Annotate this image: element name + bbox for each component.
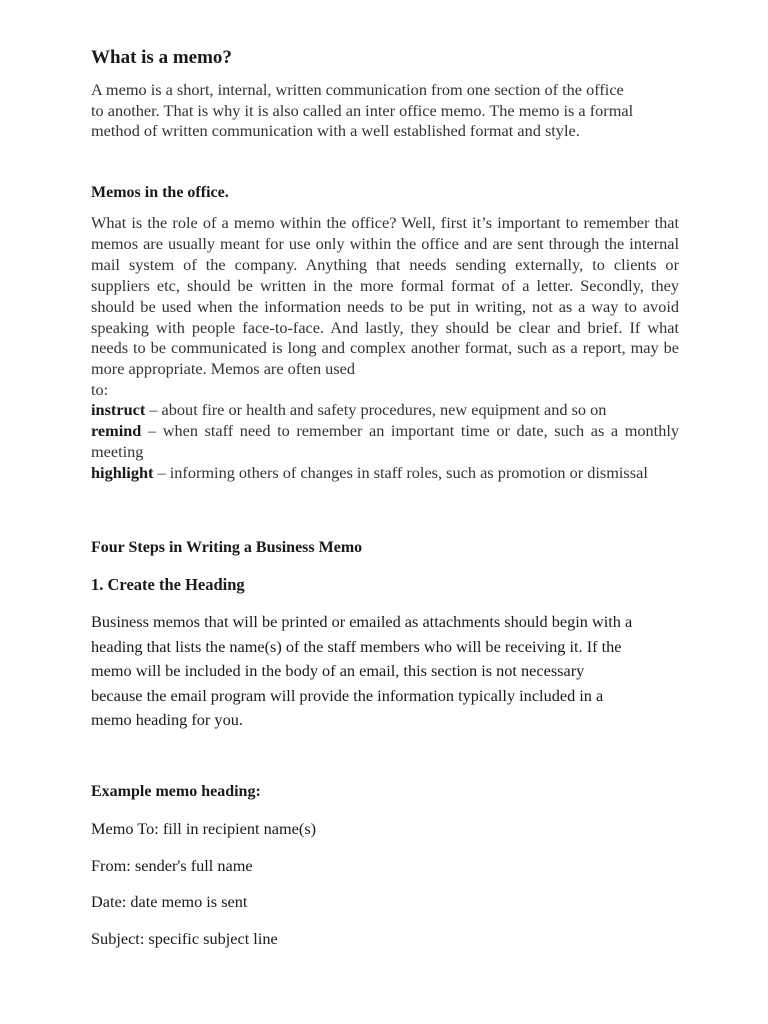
intro-line: method of written communication with a well established format and style. xyxy=(91,121,580,140)
step1-line: memo heading for you. xyxy=(91,710,243,729)
example-field-from: From: sender's full name xyxy=(91,856,253,875)
step1-line: because the email program will provide the information typically included in a xyxy=(91,685,604,705)
memo-uses-list xyxy=(91,400,679,484)
memo-use-text: – when staff need to remember an important time or date, such as a monthly meeting xyxy=(91,420,679,461)
memo-use-term: highlight xyxy=(91,462,154,482)
example-field-subject: Subject: specific subject line xyxy=(91,929,278,948)
memo-use-text: – about fire or health and safety procedures, new equipment and so on xyxy=(145,400,607,419)
memo-use-text: – informing others of changes in staff roles, such as promotion or dismissal xyxy=(153,462,648,482)
intro-paragraph xyxy=(91,80,679,142)
office-paragraph xyxy=(91,213,679,401)
intro-line: to another. That is why it is also called an inter office memo. The memo is a formal xyxy=(91,100,634,120)
intro-line: A memo is a short, internal, written communication from one section of the office xyxy=(91,80,624,99)
step1-paragraph xyxy=(91,610,679,733)
memo-use-item xyxy=(91,400,679,421)
step1-line: memo will be included in the body of an email, this section is not necessary xyxy=(91,661,585,680)
example-heading: Example memo heading: xyxy=(91,783,261,800)
memo-use-term: instruct xyxy=(91,400,146,419)
office-heading: Memos in the office. xyxy=(91,184,229,201)
example-field-memo-to: Memo To: fill in recipient name(s) xyxy=(91,819,317,838)
step1-line: heading that lists the name(s) of the staff members who will be receiving it. If the xyxy=(91,636,622,656)
page-title: What is a memo? xyxy=(91,47,232,68)
memo-use-item xyxy=(91,421,679,463)
steps-heading: Four Steps in Writing a Business Memo xyxy=(91,539,363,556)
office-text-end: to: xyxy=(91,380,109,400)
office-text: What is the role of a memo within the office? Well, first it’s important to remember that memos are usually meant for use only within the office and are sent through the internal mail system of the company. Anything that needs sending externally, to clients or suppliers etc, should be written in the more formal format of a letter. Secondly, they should be used when the information needs to be put in writing, not as a way to avoid speaking with people face-to-face. And lastly, they should be clear and brief. If what needs to be communicated is long and complex another format, such as a report, may be more appropriate. Memos are often used xyxy=(91,213,679,379)
memo-use-term: remind xyxy=(91,420,142,440)
example-field-date: Date: date memo is sent xyxy=(91,892,248,911)
step1-line: Business memos that will be printed or emailed as attachments should begin with a xyxy=(91,612,633,631)
memo-use-item xyxy=(91,463,679,484)
step1-heading: 1. Create the Heading xyxy=(91,575,245,594)
